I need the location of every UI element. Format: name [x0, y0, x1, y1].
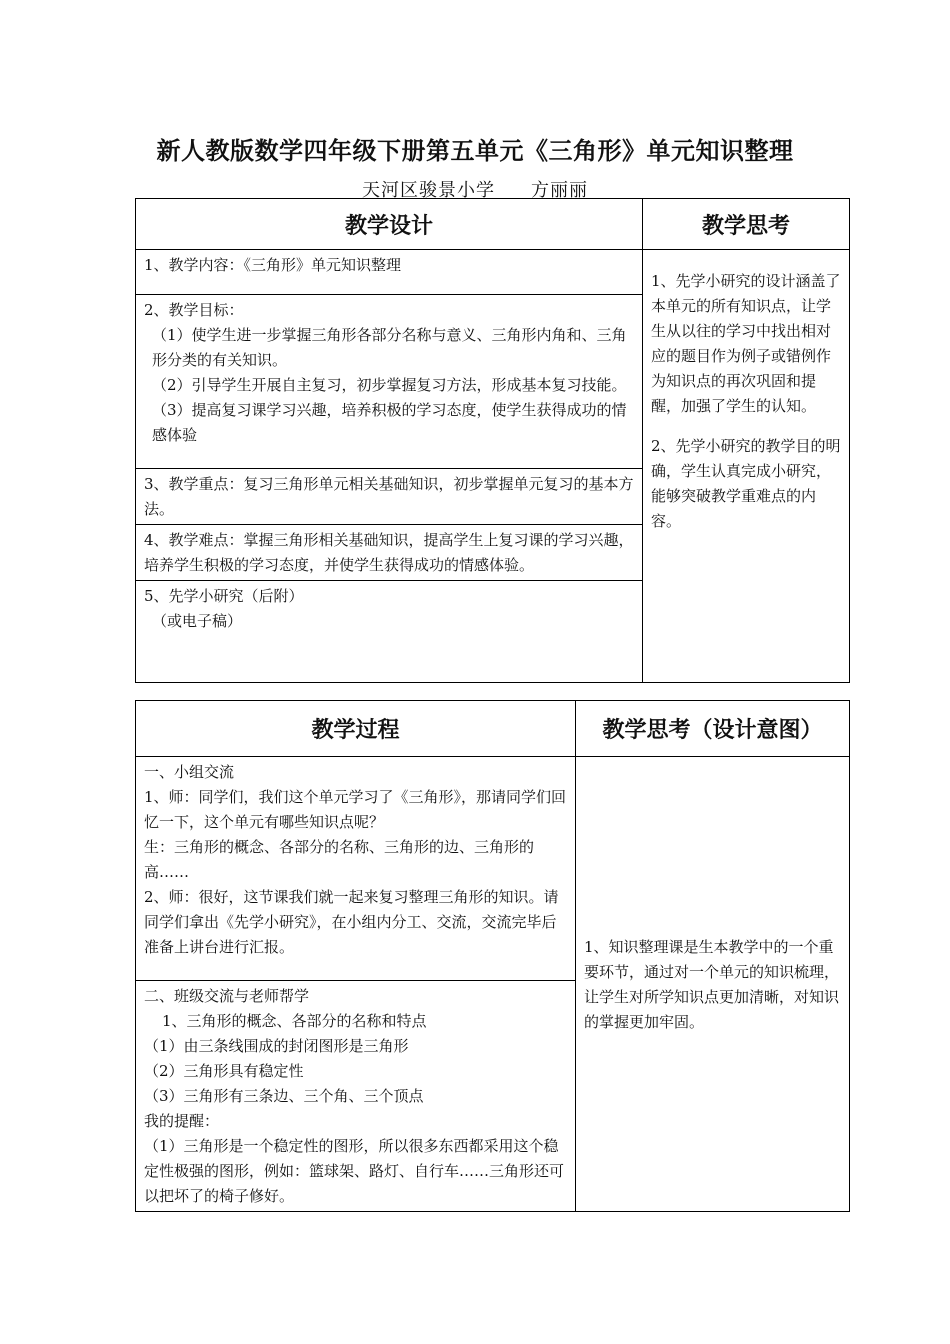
school-name: 天河区骏景小学 [362, 180, 495, 201]
teaching-goals: 2、教学目标： （1）使学生进一步掌握三角形各部分名称与意义、三角形内角和、三角形分类的有关知识。 （2）引导学生开展自主复习，初步掌握复习方法，形成基本复习技能。 （3）提高复习课学习兴趣，培养积极的学习态度，使学生获得成功的情感体验 [136, 295, 643, 469]
design-reflection [643, 250, 850, 683]
design-intent: 1、知识整理课是生本教学中的一个重要环节，通过对一个单元的知识梳理，让学生对所学知识点更加清晰，对知识的掌握更加牢固。 [576, 757, 850, 1212]
pre-study-research: 5、先学小研究（后附） （或电子稿） [136, 581, 643, 683]
header-reflection: 教学思考 [643, 199, 850, 250]
goal-2: （2）引导学生开展自主复习，初步掌握复习方法，形成基本复习技能。 [152, 376, 627, 394]
teaching-content: 1、教学内容：《三角形》单元知识整理 [136, 250, 643, 295]
goal-1: （1）使学生进一步掌握三角形各部分名称与意义、三角形内角和、三角形分类的有关知识。 [152, 326, 627, 369]
reflection-item-2: 2、先学小研究的教学目的明确，学生认真完成小研究，能够突破教学重难点的内容。 [651, 437, 841, 530]
teacher-name: 方丽丽 [531, 180, 588, 201]
teaching-difficulties: 4、教学难点：掌握三角形相关基础知识，提高学生上复习课的学习兴趣，培养学生积极的学习态度，并使学生获得成功的情感体验。 [136, 525, 643, 581]
section-group-discussion: 一、小组交流 1、师：同学们，我们这个单元学习了《三角形》，那请同学们回忆一下，这个单元有哪些知识点呢？ 生：三角形的概念、各部分的名称、三角形的边、三角形的高…… 2、师：很好，这节课我们就一起来复习整理三角形的知识。请同学们拿出《先学小研究》，在小组内分工、交流，交流完毕后准备上讲台进行汇报。 [136, 757, 576, 981]
section-heading: 二、班级交流与老师帮学 [144, 987, 310, 1005]
section-class-discussion: 二、班级交流与老师帮学 1、三角形的概念、各部分的名称和特点 （1）由三条线围成的封闭图形是三角形 （2）三角形具有稳定性 （3）三角形有三条边、三个角、三个顶点 我的提醒： （1）三角形是一个稳定性的图形，所以很多东西都采用这个稳定性极强的图形，例如：篮球架、路灯、自行车……三角形还可以把坏了的椅子修好。 [136, 981, 576, 1212]
reflection-item-1: 1、先学小研究的设计涵盖了本单元的所有知识点，让学生从以往的学习中找出相对应的题目作为例子或错例作为知识点的再次巩固和提醒，加强了学生的认知。 [651, 272, 841, 415]
teaching-process-table [135, 700, 850, 1212]
teaching-key-points: 3、教学重点：复习三角形单元相关基础知识，初步掌握单元复习的基本方法。 [136, 469, 643, 525]
goal-3: （3）提高复习课学习兴趣，培养积极的学习态度，使学生获得成功的情感体验 [152, 401, 627, 444]
document-title: 新人教版数学四年级下册第五单元《三角形》单元知识整理 [156, 137, 794, 165]
header-design-intent: 教学思考（设计意图） [576, 701, 850, 757]
lesson-design-table [135, 198, 850, 683]
header-process: 教学过程 [136, 701, 576, 757]
section-heading: 一、小组交流 [144, 763, 235, 781]
header-design: 教学设计 [136, 199, 643, 250]
